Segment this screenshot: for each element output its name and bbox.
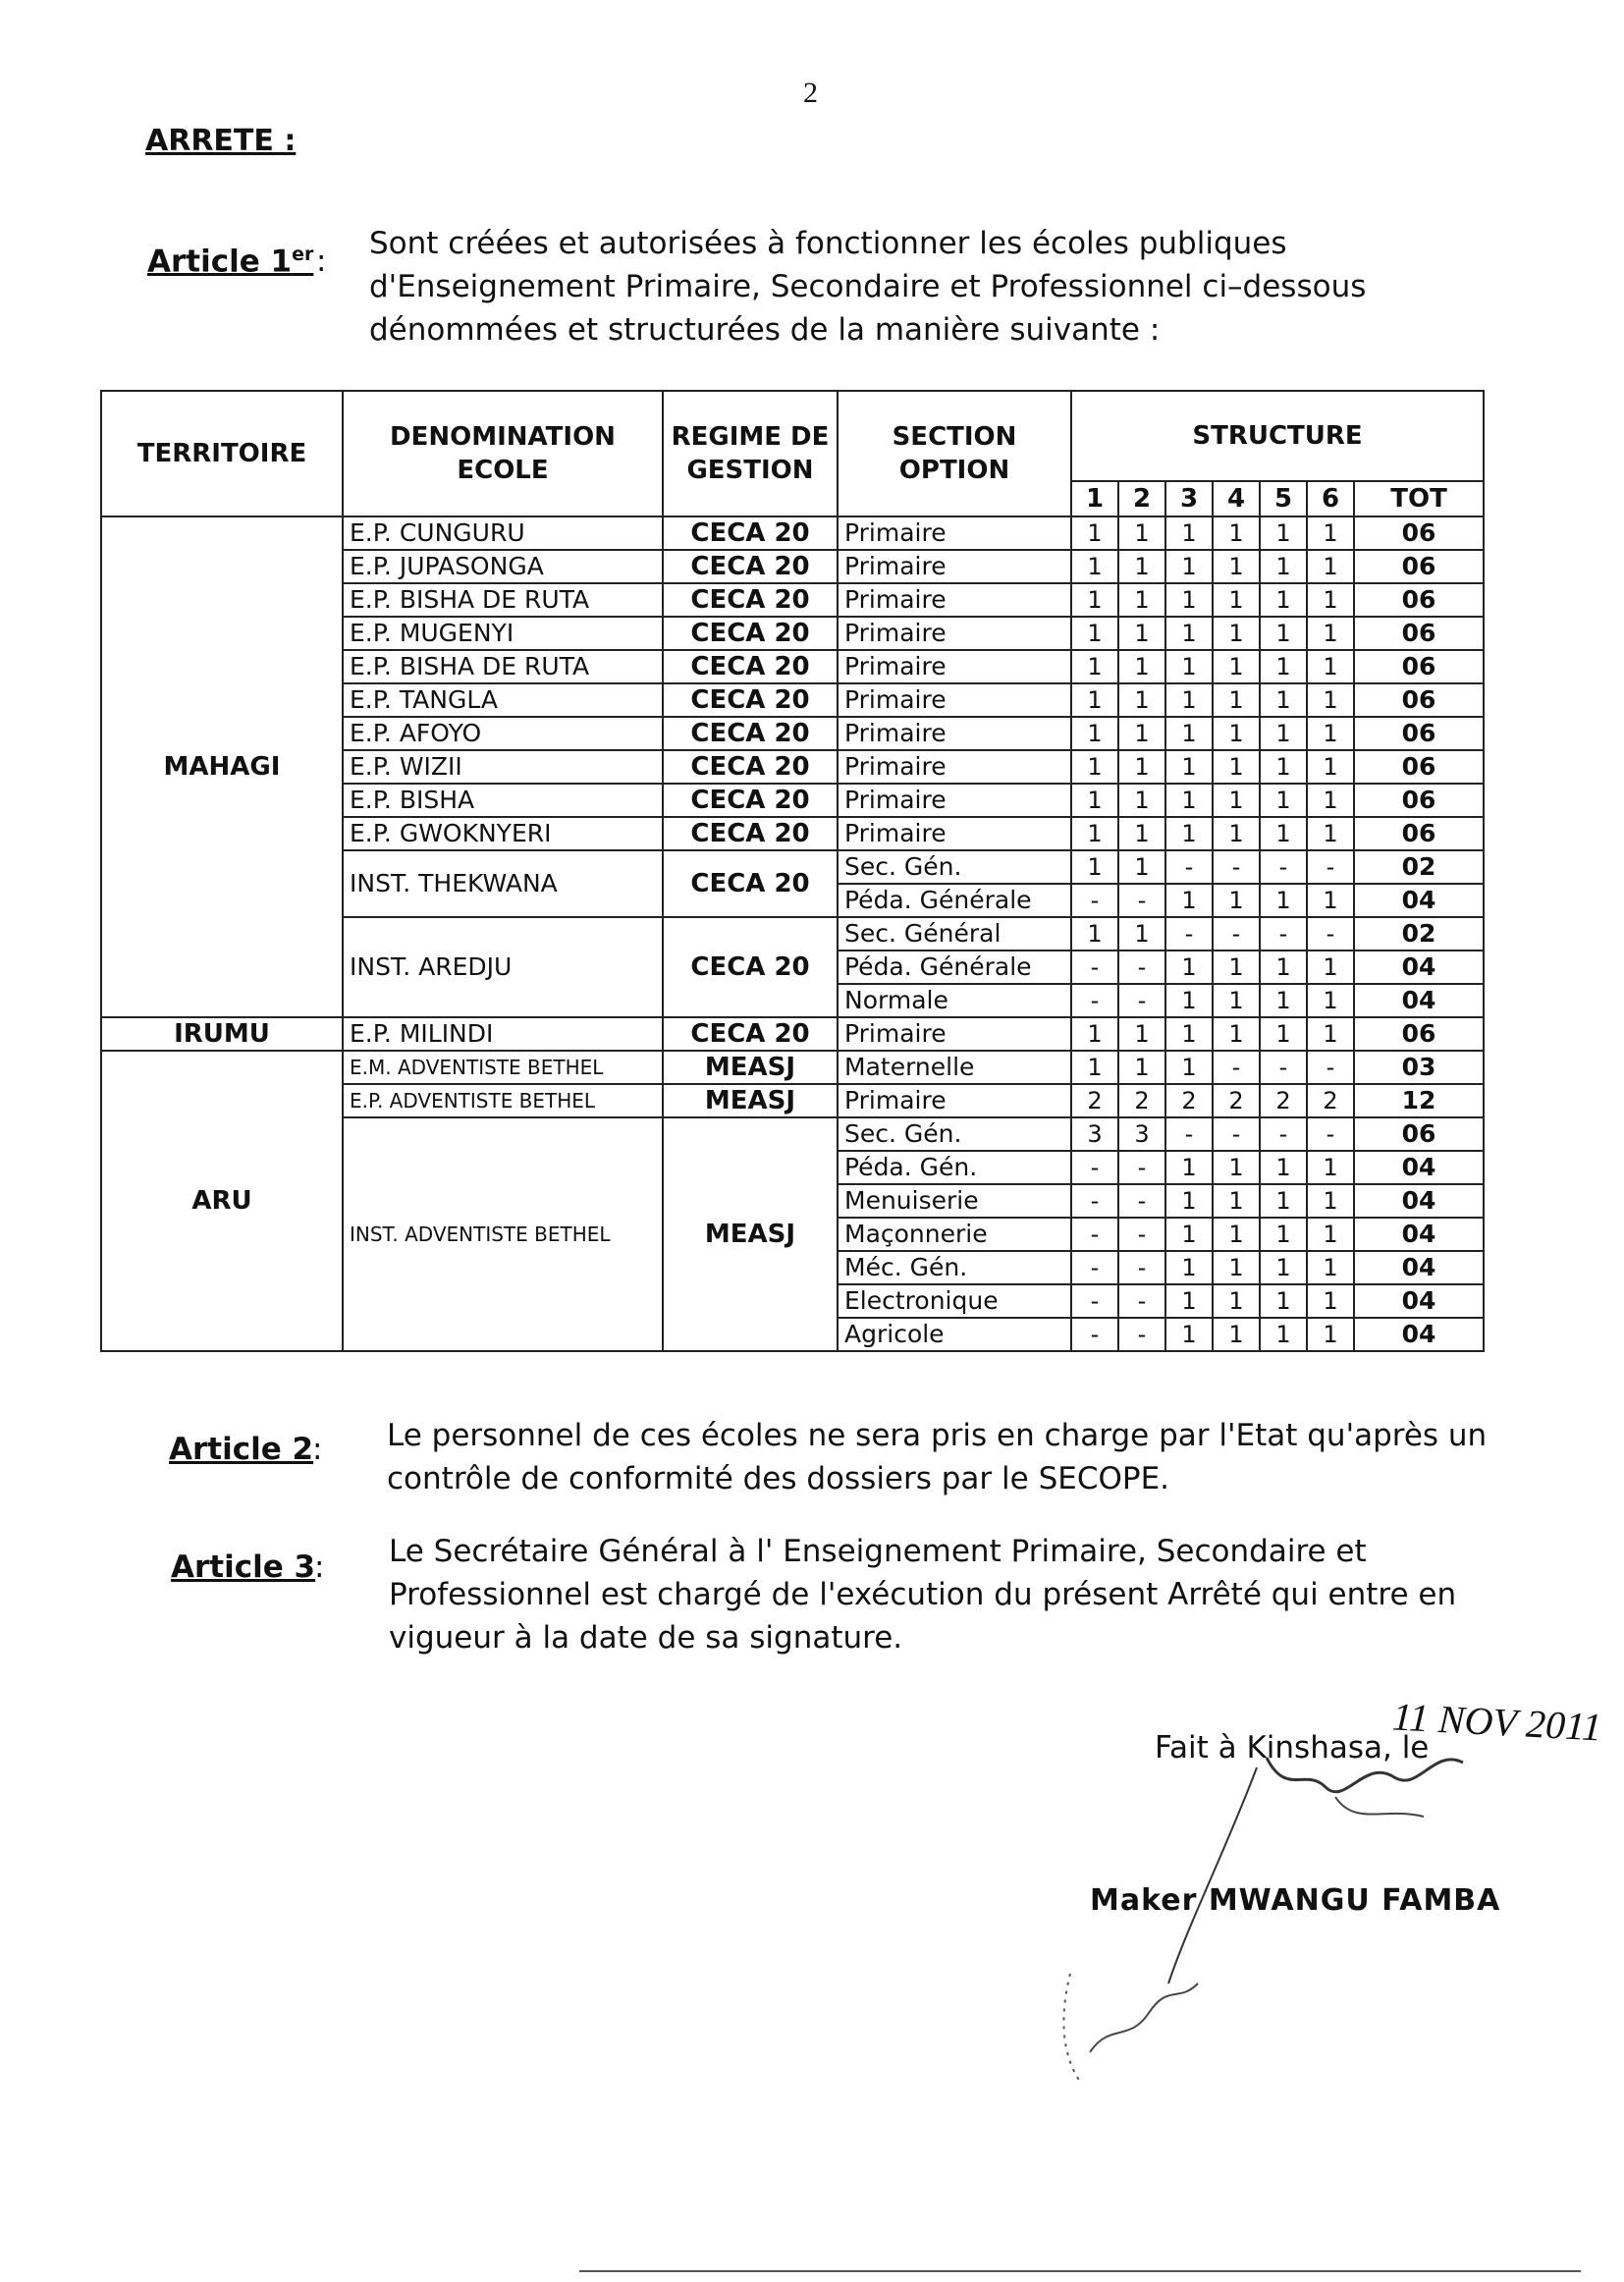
year-cell: 1 [1213,683,1260,717]
year-cell: 1 [1071,550,1118,583]
ecole-cell: INST. AREDJU [343,917,663,1017]
regime-cell: CECA 20 [663,1017,838,1051]
section-cell: Maternelle [838,1051,1071,1084]
year-cell: 1 [1213,650,1260,683]
year-cell: 1 [1165,1284,1213,1318]
year-cell: - [1260,1117,1307,1151]
year-cell: - [1118,1218,1165,1251]
section-cell: Péda. Gén. [838,1151,1071,1184]
article-2-text: Le personnel de ces écoles ne sera pris en charge par l'Etat qu'après un contrôle de conformité des dossiers par le SECOPE. [387,1418,1488,1496]
year-cell: 2 [1071,1084,1118,1117]
tot-cell: 02 [1354,850,1484,884]
header-denomination: DENOMINATION ECOLE [343,391,663,516]
table-header-row [101,391,1484,481]
header-year-5: 5 [1260,481,1307,516]
ecole-cell: E.P. GWOKNYERI [343,817,663,850]
year-cell: - [1118,1251,1165,1284]
ecole-cell: E.P. MILINDI [343,1017,663,1051]
year-cell: 1 [1307,583,1354,617]
year-cell: 1 [1071,717,1118,750]
regime-cell: CECA 20 [663,917,838,1017]
ecole-cell: INST. ADVENTISTE BETHEL [343,1117,663,1351]
year-cell: - [1071,951,1118,984]
signer-name: Maker MWANGU FAMBA [1090,1883,1501,1918]
year-cell: 1 [1213,1151,1260,1184]
year-cell: 1 [1165,884,1213,917]
regime-cell: CECA 20 [663,683,838,717]
tot-cell: 03 [1354,1051,1484,1084]
year-cell: - [1307,850,1354,884]
article-1-label [147,244,313,279]
article-3-colon: : [314,1549,325,1585]
section-cell: Maçonnerie [838,1218,1071,1251]
year-cell: - [1071,984,1118,1017]
year-cell: 1 [1165,550,1213,583]
year-cell: 1 [1165,784,1213,817]
regime-cell: MEASJ [663,1051,838,1084]
year-cell: 1 [1165,516,1213,550]
year-cell: 1 [1118,1017,1165,1051]
year-cell: 1 [1118,917,1165,951]
section-cell: Primaire [838,583,1071,617]
ecole-cell: E.P. BISHA DE RUTA [343,583,663,617]
footer-rule [579,2270,1581,2272]
tot-cell: 06 [1354,1117,1484,1151]
section-cell: Primaire [838,817,1071,850]
tot-cell: 06 [1354,516,1484,550]
year-cell: 1 [1071,516,1118,550]
year-cell: 1 [1260,1017,1307,1051]
tot-cell: 12 [1354,1084,1484,1117]
year-cell: 1 [1165,1251,1213,1284]
year-cell: - [1071,1284,1118,1318]
section-cell: Primaire [838,550,1071,583]
section-cell: Primaire [838,784,1071,817]
year-cell: 1 [1307,884,1354,917]
year-cell: 1 [1118,516,1165,550]
ecole-cell: E.P. CUNGURU [343,516,663,550]
year-cell: - [1307,1051,1354,1084]
arrete-heading: ARRETE : [145,124,297,158]
year-cell: 1 [1307,750,1354,784]
tot-cell: 06 [1354,784,1484,817]
year-cell: 1 [1307,1284,1354,1318]
section-cell: Primaire [838,650,1071,683]
year-cell: 1 [1307,951,1354,984]
header-year-2: 2 [1118,481,1165,516]
section-cell: Péda. Générale [838,951,1071,984]
year-cell: 1 [1307,1151,1354,1184]
year-cell: 1 [1165,1151,1213,1184]
year-cell: 1 [1118,750,1165,784]
section-cell: Menuiserie [838,1184,1071,1218]
ecole-cell: E.P. JUPASONGA [343,550,663,583]
year-cell: 1 [1260,516,1307,550]
year-cell: 1 [1213,1284,1260,1318]
regime-cell: CECA 20 [663,817,838,850]
year-cell: 1 [1260,650,1307,683]
year-cell: - [1213,1117,1260,1151]
regime-cell: MEASJ [663,1084,838,1117]
year-cell: - [1118,1284,1165,1318]
year-cell: - [1260,917,1307,951]
year-cell: 1 [1213,516,1260,550]
regime-cell: CECA 20 [663,617,838,650]
year-cell: 1 [1213,784,1260,817]
year-cell: 1 [1260,884,1307,917]
year-cell: 1 [1071,917,1118,951]
page-number: 2 [803,77,818,109]
year-cell: 1 [1260,984,1307,1017]
year-cell: 1 [1307,683,1354,717]
year-cell: 1 [1165,750,1213,784]
year-cell: 2 [1118,1084,1165,1117]
article-3-text: Le Secrétaire Général à l' Enseignement Primaire, Secondaire et Professionnel est chargé de l'exécution du présent Arrêté qui entre en vigueur à la date de sa signature. [389,1534,1457,1656]
year-cell: - [1165,917,1213,951]
year-cell: 1 [1165,650,1213,683]
tot-cell: 04 [1354,1218,1484,1251]
territory-cell: IRUMU [101,1017,343,1051]
year-cell: 1 [1118,583,1165,617]
year-cell: 1 [1213,817,1260,850]
year-cell: - [1118,1151,1165,1184]
year-cell: 1 [1307,1017,1354,1051]
year-cell: 1 [1165,817,1213,850]
year-cell: 1 [1260,683,1307,717]
year-cell: 1 [1071,784,1118,817]
article-1-label-sup: er [292,244,314,265]
tot-cell: 06 [1354,817,1484,850]
year-cell: 1 [1165,583,1213,617]
year-cell: 1 [1118,617,1165,650]
year-cell: 1 [1307,650,1354,683]
year-cell: 1 [1307,516,1354,550]
schools-table [100,390,1485,1352]
year-cell: 1 [1165,1318,1213,1351]
year-cell: 1 [1118,650,1165,683]
section-cell: Primaire [838,717,1071,750]
year-cell: 1 [1260,1318,1307,1351]
tot-cell: 04 [1354,1184,1484,1218]
regime-cell: CECA 20 [663,583,838,617]
section-cell: Primaire [838,683,1071,717]
year-cell: 1 [1118,1051,1165,1084]
header-year-4: 4 [1213,481,1260,516]
ecole-cell: E.P. ADVENTISTE BETHEL [343,1084,663,1117]
year-cell: 1 [1213,617,1260,650]
tot-cell: 04 [1354,951,1484,984]
year-cell: 1 [1307,984,1354,1017]
year-cell: 1 [1165,984,1213,1017]
section-cell: Méc. Gén. [838,1251,1071,1284]
year-cell: 1 [1213,1017,1260,1051]
tot-cell: 06 [1354,650,1484,683]
year-cell: 1 [1260,717,1307,750]
date-stamp: 11 NOV 2011 [1390,1694,1603,1750]
year-cell: - [1165,850,1213,884]
tot-cell: 06 [1354,583,1484,617]
year-cell: 1 [1071,750,1118,784]
tot-cell: 06 [1354,1017,1484,1051]
year-cell: 1 [1260,750,1307,784]
regime-cell: CECA 20 [663,650,838,683]
year-cell: 1 [1165,683,1213,717]
year-cell: - [1118,1318,1165,1351]
year-cell: 1 [1307,1184,1354,1218]
section-cell: Primaire [838,1017,1071,1051]
year-cell: - [1118,984,1165,1017]
year-cell: 1 [1118,784,1165,817]
year-cell: 1 [1260,1284,1307,1318]
year-cell: 1 [1118,550,1165,583]
year-cell: 1 [1213,550,1260,583]
regime-cell: CECA 20 [663,750,838,784]
year-cell: 1 [1260,617,1307,650]
year-cell: 1 [1071,1017,1118,1051]
tot-cell: 04 [1354,1284,1484,1318]
ecole-cell: E.P. BISHA DE RUTA [343,650,663,683]
year-cell: - [1213,1051,1260,1084]
tot-cell: 02 [1354,917,1484,951]
year-cell: - [1071,1251,1118,1284]
territory-cell: MAHAGI [101,516,343,1017]
year-cell: 1 [1071,817,1118,850]
year-cell: 1 [1165,1218,1213,1251]
section-cell: Primaire [838,516,1071,550]
year-cell: - [1071,1184,1118,1218]
tot-cell: 06 [1354,550,1484,583]
section-cell: Primaire [838,617,1071,650]
year-cell: 2 [1213,1084,1260,1117]
year-cell: 1 [1071,1051,1118,1084]
table-row [101,1017,1484,1051]
year-cell: 1 [1307,1318,1354,1351]
regime-cell: CECA 20 [663,550,838,583]
year-cell: 3 [1071,1117,1118,1151]
ecole-cell: E.P. AFOYO [343,717,663,750]
section-cell: Péda. Générale [838,884,1071,917]
year-cell: 1 [1165,1051,1213,1084]
year-cell: 1 [1213,951,1260,984]
year-cell: 1 [1307,1218,1354,1251]
year-cell: 1 [1071,617,1118,650]
year-cell: 1 [1118,850,1165,884]
year-cell: 1 [1307,717,1354,750]
year-cell: 1 [1260,550,1307,583]
year-cell: 2 [1307,1084,1354,1117]
year-cell: 1 [1260,583,1307,617]
year-cell: - [1213,917,1260,951]
year-cell: 3 [1118,1117,1165,1151]
year-cell: - [1071,1151,1118,1184]
year-cell: 1 [1307,617,1354,650]
regime-cell: MEASJ [663,1117,838,1351]
table-row [101,516,1484,550]
year-cell: 1 [1165,617,1213,650]
year-cell: 1 [1165,951,1213,984]
ecole-cell: E.P. BISHA [343,784,663,817]
tot-cell: 06 [1354,750,1484,784]
year-cell: 1 [1165,717,1213,750]
ecole-cell: E.P. TANGLA [343,683,663,717]
year-cell: - [1071,1218,1118,1251]
tot-cell: 06 [1354,617,1484,650]
year-cell: 1 [1118,717,1165,750]
year-cell: 1 [1260,1251,1307,1284]
year-cell: 1 [1260,1184,1307,1218]
article-1-label-text: Article 1 [147,244,293,280]
section-cell: Normale [838,984,1071,1017]
year-cell: - [1118,1184,1165,1218]
header-year-6: 6 [1307,481,1354,516]
year-cell: 1 [1260,817,1307,850]
year-cell: 1 [1307,550,1354,583]
year-cell: 2 [1260,1084,1307,1117]
article-1-text: Sont créées et autorisées à fonctionner les écoles publiques d'Enseignement Primaire, Secondaire et Professionnel ci–dessous dénommées et structurées de la manière suivante : [369,226,1367,348]
year-cell: 1 [1165,1184,1213,1218]
ecole-cell: E.P. WIZII [343,750,663,784]
year-cell: 1 [1307,784,1354,817]
tot-cell: 06 [1354,717,1484,750]
year-cell: 1 [1213,984,1260,1017]
tot-cell: 04 [1354,1151,1484,1184]
section-cell: Agricole [838,1318,1071,1351]
place-and-date: Fait à Kinshasa, le [1155,1730,1430,1766]
year-cell: - [1071,1318,1118,1351]
year-cell: 1 [1213,884,1260,917]
year-cell: - [1307,917,1354,951]
year-cell: - [1118,884,1165,917]
article-2-label: Article 2 [169,1432,314,1467]
regime-cell: CECA 20 [663,784,838,817]
year-cell: 1 [1071,650,1118,683]
header-tot: TOT [1354,481,1484,516]
header-regime: REGIME DE GESTION [663,391,838,516]
year-cell: 1 [1071,683,1118,717]
year-cell: - [1260,850,1307,884]
section-cell: Primaire [838,750,1071,784]
ecole-cell: INST. THEKWANA [343,850,663,917]
regime-cell: CECA 20 [663,850,838,917]
year-cell: 1 [1213,1218,1260,1251]
year-cell: 1 [1118,817,1165,850]
year-cell: - [1307,1117,1354,1151]
year-cell: 1 [1071,850,1118,884]
year-cell: - [1165,1117,1213,1151]
ecole-cell: E.P. MUGENYI [343,617,663,650]
header-year-1: 1 [1071,481,1118,516]
year-cell: 1 [1213,583,1260,617]
year-cell: 1 [1260,1151,1307,1184]
article-1-colon: : [316,244,327,279]
table-row [101,1051,1484,1084]
year-cell: 1 [1213,1251,1260,1284]
tot-cell: 04 [1354,1318,1484,1351]
year-cell: - [1213,850,1260,884]
section-cell: Electronique [838,1284,1071,1318]
tot-cell: 04 [1354,1251,1484,1284]
tot-cell: 04 [1354,984,1484,1017]
year-cell: 2 [1165,1084,1213,1117]
article-3-label: Article 3 [171,1549,316,1585]
ecole-cell: E.M. ADVENTISTE BETHEL [343,1051,663,1084]
year-cell: - [1118,951,1165,984]
year-cell: 1 [1213,1184,1260,1218]
year-cell: 1 [1307,817,1354,850]
year-cell: - [1260,1051,1307,1084]
tot-cell: 06 [1354,683,1484,717]
header-year-3: 3 [1165,481,1213,516]
year-cell: 1 [1213,750,1260,784]
year-cell: 1 [1071,583,1118,617]
header-structure: STRUCTURE [1071,391,1484,481]
section-cell: Sec. Gén. [838,1117,1071,1151]
article-2-colon: : [312,1432,323,1467]
year-cell: 1 [1307,1251,1354,1284]
territory-cell: ARU [101,1051,343,1351]
year-cell: 1 [1260,951,1307,984]
year-cell: 1 [1165,1017,1213,1051]
section-cell: Primaire [838,1084,1071,1117]
year-cell: 1 [1213,717,1260,750]
header-section: SECTION OPTION [838,391,1071,516]
tot-cell: 04 [1354,884,1484,917]
year-cell: - [1071,884,1118,917]
year-cell: 1 [1213,1318,1260,1351]
regime-cell: CECA 20 [663,516,838,550]
year-cell: 1 [1260,1218,1307,1251]
section-cell: Sec. Général [838,917,1071,951]
year-cell: 1 [1118,683,1165,717]
section-cell: Sec. Gén. [838,850,1071,884]
regime-cell: CECA 20 [663,717,838,750]
header-territoire: TERRITOIRE [101,391,343,516]
year-cell: 1 [1260,784,1307,817]
